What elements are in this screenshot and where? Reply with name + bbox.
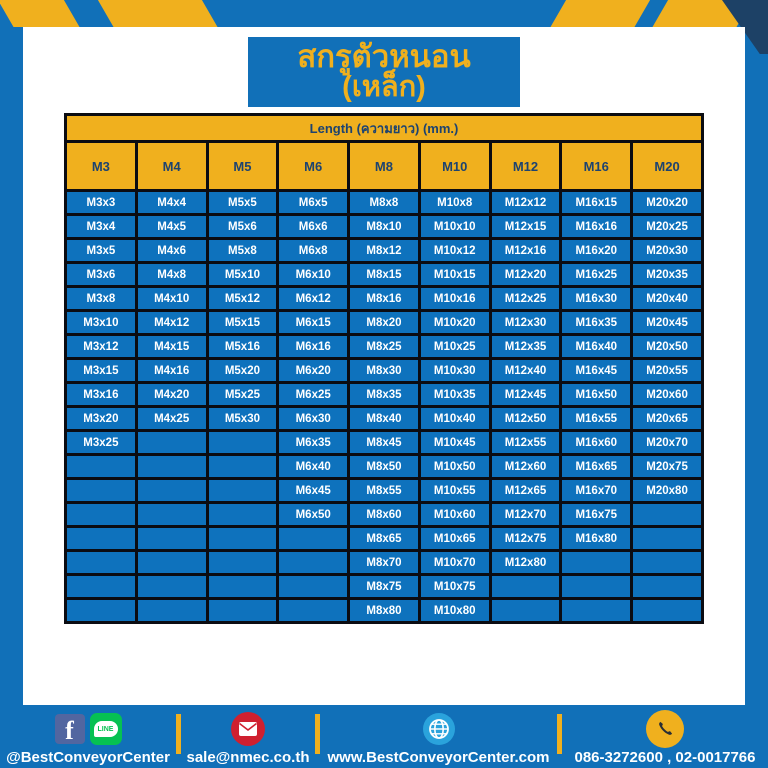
column-header-m16: M16 xyxy=(561,142,632,191)
empty-cell xyxy=(207,503,278,527)
size-cell-m20x55: M20x55 xyxy=(632,359,703,383)
size-cell-m4x5: M4x5 xyxy=(136,215,207,239)
size-cell-m16x65: M16x65 xyxy=(561,455,632,479)
size-cell-m8x16: M8x16 xyxy=(349,287,420,311)
line-icon[interactable]: LINE xyxy=(90,713,122,745)
phone-numbers[interactable]: 086-3272600 , 02-0017766 xyxy=(574,749,756,766)
size-cell-m16x60: M16x60 xyxy=(561,431,632,455)
table-row xyxy=(66,191,703,215)
size-cell-m10x30: M10x30 xyxy=(419,359,490,383)
hazard-stripe xyxy=(94,0,221,27)
empty-cell xyxy=(207,455,278,479)
table-row xyxy=(66,551,703,575)
empty-cell xyxy=(207,479,278,503)
empty-cell xyxy=(136,455,207,479)
empty-cell xyxy=(278,599,349,623)
social-handle[interactable]: @BestConveyorCenter xyxy=(6,749,170,766)
size-cell-m12x65: M12x65 xyxy=(490,479,561,503)
size-cell-m5x15: M5x15 xyxy=(207,311,278,335)
size-cell-m3x16: M3x16 xyxy=(66,383,137,407)
footer-website-section xyxy=(320,705,557,768)
size-cell-m8x55: M8x55 xyxy=(349,479,420,503)
size-cell-m20x60: M20x60 xyxy=(632,383,703,407)
size-cell-m20x80: M20x80 xyxy=(632,479,703,503)
table-row xyxy=(66,359,703,383)
size-cell-m8x35: M8x35 xyxy=(349,383,420,407)
size-cell-m12x45: M12x45 xyxy=(490,383,561,407)
size-table xyxy=(64,113,704,624)
footer-bar xyxy=(0,705,768,768)
size-cell-m12x40: M12x40 xyxy=(490,359,561,383)
size-cell-m8x70: M8x70 xyxy=(349,551,420,575)
footer-email-section xyxy=(181,705,315,768)
size-cell-m8x45: M8x45 xyxy=(349,431,420,455)
size-cell-m12x16: M12x16 xyxy=(490,239,561,263)
table-row xyxy=(66,239,703,263)
empty-cell xyxy=(66,599,137,623)
column-header-m8: M8 xyxy=(349,142,420,191)
email-icon[interactable] xyxy=(231,712,265,746)
size-cell-m20x20: M20x20 xyxy=(632,191,703,215)
empty-cell xyxy=(561,599,632,623)
hazard-stripe xyxy=(0,0,84,27)
size-cell-m16x16: M16x16 xyxy=(561,215,632,239)
email-address[interactable]: sale@nmec.co.th xyxy=(186,749,310,766)
size-cell-m6x50: M6x50 xyxy=(278,503,349,527)
size-cell-m16x50: M16x50 xyxy=(561,383,632,407)
size-cell-m3x8: M3x8 xyxy=(66,287,137,311)
size-cell-m10x50: M10x50 xyxy=(419,455,490,479)
content-panel xyxy=(23,27,745,705)
empty-cell xyxy=(136,527,207,551)
size-cell-m8x65: M8x65 xyxy=(349,527,420,551)
size-cell-m3x20: M3x20 xyxy=(66,407,137,431)
size-cell-m10x70: M10x70 xyxy=(419,551,490,575)
table-row xyxy=(66,407,703,431)
table-row xyxy=(66,287,703,311)
size-cell-m6x6: M6x6 xyxy=(278,215,349,239)
size-cell-m10x40: M10x40 xyxy=(419,407,490,431)
size-cell-m8x80: M8x80 xyxy=(349,599,420,623)
phone-icon[interactable] xyxy=(646,710,684,748)
empty-cell xyxy=(632,503,703,527)
size-cell-m3x4: M3x4 xyxy=(66,215,137,239)
size-cell-m20x40: M20x40 xyxy=(632,287,703,311)
table-row xyxy=(66,575,703,599)
size-cell-m6x16: M6x16 xyxy=(278,335,349,359)
size-cell-m10x75: M10x75 xyxy=(419,575,490,599)
size-cell-m10x45: M10x45 xyxy=(419,431,490,455)
page-subtitle: (เหล็ก) xyxy=(342,71,426,104)
size-cell-m10x16: M10x16 xyxy=(419,287,490,311)
empty-cell xyxy=(632,575,703,599)
size-cell-m20x35: M20x35 xyxy=(632,263,703,287)
size-cell-m4x20: M4x20 xyxy=(136,383,207,407)
empty-cell xyxy=(66,503,137,527)
size-cell-m5x10: M5x10 xyxy=(207,263,278,287)
size-cell-m3x25: M3x25 xyxy=(66,431,137,455)
size-cell-m6x30: M6x30 xyxy=(278,407,349,431)
empty-cell xyxy=(207,599,278,623)
column-header-m6: M6 xyxy=(278,142,349,191)
table-row xyxy=(66,311,703,335)
size-cell-m12x50: M12x50 xyxy=(490,407,561,431)
size-cell-m20x30: M20x30 xyxy=(632,239,703,263)
size-cell-m20x45: M20x45 xyxy=(632,311,703,335)
table-row xyxy=(66,431,703,455)
empty-cell xyxy=(632,527,703,551)
empty-cell xyxy=(66,551,137,575)
title-box xyxy=(248,37,520,107)
size-cell-m16x55: M16x55 xyxy=(561,407,632,431)
size-cell-m3x12: M3x12 xyxy=(66,335,137,359)
empty-cell xyxy=(207,431,278,455)
empty-cell xyxy=(66,527,137,551)
size-cell-m5x12: M5x12 xyxy=(207,287,278,311)
table-row xyxy=(66,263,703,287)
hazard-stripe xyxy=(546,0,653,27)
size-cell-m10x15: M10x15 xyxy=(419,263,490,287)
size-cell-m16x75: M16x75 xyxy=(561,503,632,527)
size-cell-m10x8: M10x8 xyxy=(419,191,490,215)
size-cell-m12x35: M12x35 xyxy=(490,335,561,359)
size-cell-m10x65: M10x65 xyxy=(419,527,490,551)
column-header-m4: M4 xyxy=(136,142,207,191)
size-cell-m16x25: M16x25 xyxy=(561,263,632,287)
size-cell-m16x20: M16x20 xyxy=(561,239,632,263)
size-cell-m10x20: M10x20 xyxy=(419,311,490,335)
empty-cell xyxy=(136,503,207,527)
size-cell-m6x15: M6x15 xyxy=(278,311,349,335)
table-row xyxy=(66,335,703,359)
size-cell-m10x10: M10x10 xyxy=(419,215,490,239)
column-header-m5: M5 xyxy=(207,142,278,191)
size-cell-m16x30: M16x30 xyxy=(561,287,632,311)
length-header: Length (ความยาว) (mm.) xyxy=(66,115,703,142)
empty-cell xyxy=(136,479,207,503)
column-header-m3: M3 xyxy=(66,142,137,191)
table-row xyxy=(66,503,703,527)
column-header-m10: M10 xyxy=(419,142,490,191)
size-cell-m5x20: M5x20 xyxy=(207,359,278,383)
footer-social-section xyxy=(0,705,176,768)
size-cell-m16x80: M16x80 xyxy=(561,527,632,551)
size-cell-m6x35: M6x35 xyxy=(278,431,349,455)
size-cell-m5x30: M5x30 xyxy=(207,407,278,431)
size-cell-m12x15: M12x15 xyxy=(490,215,561,239)
size-cell-m4x6: M4x6 xyxy=(136,239,207,263)
size-cell-m5x5: M5x5 xyxy=(207,191,278,215)
empty-cell xyxy=(490,575,561,599)
empty-cell xyxy=(136,599,207,623)
size-cell-m20x25: M20x25 xyxy=(632,215,703,239)
empty-cell xyxy=(136,575,207,599)
size-cell-m16x40: M16x40 xyxy=(561,335,632,359)
size-cell-m5x25: M5x25 xyxy=(207,383,278,407)
table-row xyxy=(66,479,703,503)
size-cell-m10x80: M10x80 xyxy=(419,599,490,623)
empty-cell xyxy=(66,455,137,479)
size-cell-m12x30: M12x30 xyxy=(490,311,561,335)
empty-cell xyxy=(632,599,703,623)
empty-cell xyxy=(278,527,349,551)
size-cell-m3x3: M3x3 xyxy=(66,191,137,215)
size-cell-m4x16: M4x16 xyxy=(136,359,207,383)
size-cell-m6x12: M6x12 xyxy=(278,287,349,311)
size-cell-m4x8: M4x8 xyxy=(136,263,207,287)
footer-phone-section xyxy=(562,705,768,768)
size-cell-m3x10: M3x10 xyxy=(66,311,137,335)
size-cell-m12x55: M12x55 xyxy=(490,431,561,455)
empty-cell xyxy=(207,527,278,551)
website-url[interactable]: www.BestConveyorCenter.com xyxy=(327,749,550,766)
size-cell-m8x12: M8x12 xyxy=(349,239,420,263)
size-cell-m4x12: M4x12 xyxy=(136,311,207,335)
size-cell-m5x6: M5x6 xyxy=(207,215,278,239)
empty-cell xyxy=(207,575,278,599)
size-cell-m20x75: M20x75 xyxy=(632,455,703,479)
size-cell-m6x45: M6x45 xyxy=(278,479,349,503)
size-cell-m20x50: M20x50 xyxy=(632,335,703,359)
empty-cell xyxy=(278,575,349,599)
size-cell-m8x15: M8x15 xyxy=(349,263,420,287)
empty-cell xyxy=(561,575,632,599)
size-cell-m12x75: M12x75 xyxy=(490,527,561,551)
size-cell-m12x25: M12x25 xyxy=(490,287,561,311)
empty-cell xyxy=(632,551,703,575)
size-cell-m6x8: M6x8 xyxy=(278,239,349,263)
hazard-stripe-bar xyxy=(0,0,768,27)
size-cell-m8x8: M8x8 xyxy=(349,191,420,215)
size-cell-m8x20: M8x20 xyxy=(349,311,420,335)
table-row xyxy=(66,455,703,479)
size-cell-m16x45: M16x45 xyxy=(561,359,632,383)
size-cell-m10x55: M10x55 xyxy=(419,479,490,503)
size-cell-m10x25: M10x25 xyxy=(419,335,490,359)
empty-cell xyxy=(561,551,632,575)
size-cell-m8x40: M8x40 xyxy=(349,407,420,431)
size-cell-m3x5: M3x5 xyxy=(66,239,137,263)
facebook-icon[interactable]: f xyxy=(55,714,85,744)
size-cell-m16x70: M16x70 xyxy=(561,479,632,503)
size-cell-m4x15: M4x15 xyxy=(136,335,207,359)
size-cell-m16x15: M16x15 xyxy=(561,191,632,215)
empty-cell xyxy=(66,479,137,503)
size-cell-m12x80: M12x80 xyxy=(490,551,561,575)
table-row xyxy=(66,383,703,407)
size-cell-m8x75: M8x75 xyxy=(349,575,420,599)
column-header-m12: M12 xyxy=(490,142,561,191)
empty-cell xyxy=(207,551,278,575)
size-cell-m6x40: M6x40 xyxy=(278,455,349,479)
table-row xyxy=(66,599,703,623)
empty-cell xyxy=(278,551,349,575)
size-cell-m8x50: M8x50 xyxy=(349,455,420,479)
size-cell-m3x15: M3x15 xyxy=(66,359,137,383)
size-cell-m12x20: M12x20 xyxy=(490,263,561,287)
empty-cell xyxy=(66,575,137,599)
size-cell-m20x70: M20x70 xyxy=(632,431,703,455)
size-cell-m6x5: M6x5 xyxy=(278,191,349,215)
size-cell-m4x25: M4x25 xyxy=(136,407,207,431)
size-cell-m6x10: M6x10 xyxy=(278,263,349,287)
size-cell-m4x4: M4x4 xyxy=(136,191,207,215)
size-cell-m5x16: M5x16 xyxy=(207,335,278,359)
globe-icon[interactable] xyxy=(423,713,455,745)
size-cell-m8x25: M8x25 xyxy=(349,335,420,359)
size-cell-m5x8: M5x8 xyxy=(207,239,278,263)
size-cell-m6x25: M6x25 xyxy=(278,383,349,407)
size-cell-m16x35: M16x35 xyxy=(561,311,632,335)
size-cell-m10x35: M10x35 xyxy=(419,383,490,407)
size-cell-m12x60: M12x60 xyxy=(490,455,561,479)
size-cell-m10x60: M10x60 xyxy=(419,503,490,527)
size-cell-m8x10: M8x10 xyxy=(349,215,420,239)
empty-cell xyxy=(136,431,207,455)
size-cell-m8x30: M8x30 xyxy=(349,359,420,383)
size-cell-m3x6: M3x6 xyxy=(66,263,137,287)
size-cell-m20x65: M20x65 xyxy=(632,407,703,431)
size-cell-m12x70: M12x70 xyxy=(490,503,561,527)
table-row xyxy=(66,215,703,239)
size-cell-m6x20: M6x20 xyxy=(278,359,349,383)
table-row xyxy=(66,527,703,551)
column-header-m20: M20 xyxy=(632,142,703,191)
size-cell-m8x60: M8x60 xyxy=(349,503,420,527)
size-cell-m4x10: M4x10 xyxy=(136,287,207,311)
empty-cell xyxy=(490,599,561,623)
page-title: สกรูตัวหนอน xyxy=(297,39,471,75)
size-cell-m10x12: M10x12 xyxy=(419,239,490,263)
empty-cell xyxy=(136,551,207,575)
size-cell-m12x12: M12x12 xyxy=(490,191,561,215)
